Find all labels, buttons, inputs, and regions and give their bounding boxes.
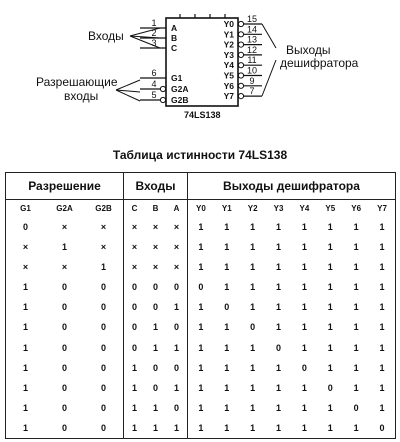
enable-cell: 0 [22,222,28,232]
table-row [124,297,187,317]
output-cell: 1 [276,382,282,393]
output-cell: 1 [198,222,204,232]
output-cell: 1 [276,362,282,373]
input-cell: 1 [152,422,158,433]
output-cell: 1 [250,282,256,293]
table-row [6,217,123,237]
enable-cell: 0 [100,302,106,313]
table-row [188,297,395,317]
output-cell: 1 [276,322,282,333]
output-cell: 1 [379,222,385,232]
enable-cell: 1 [61,242,67,253]
output-cell: 1 [327,362,333,373]
input-header: A [173,204,180,213]
enable-cell: 0 [100,382,106,393]
output-cell: 1 [353,422,359,433]
table-row [6,297,123,317]
input-cell: × [131,262,138,273]
input-values [124,217,188,439]
right-pin-number: 13 [246,34,258,45]
output-cell: 1 [301,242,307,253]
output-cell: 1 [327,322,333,333]
table-row [124,317,187,337]
left-pin-number: 2 [151,28,157,38]
enable-cell: × [61,262,68,273]
section-outputs: Выходы дешифратора [188,173,396,200]
inversion-bubble [238,42,243,47]
enable-header: G2B [95,204,112,213]
table-row [124,398,187,418]
output-cell: 1 [276,422,282,433]
output-cell: 1 [276,262,282,273]
input-cell: × [173,242,180,253]
output-cell: 1 [224,222,230,232]
right-pin-number: 12 [246,44,258,55]
enable-values [6,217,124,439]
enable-cell: × [22,262,29,273]
output-cell: 1 [224,262,230,273]
output-cell: 1 [224,242,230,253]
left-pin-name: C [171,43,178,53]
table-row [6,257,123,277]
table-row [124,418,187,438]
enable-cell: 1 [22,362,28,373]
right-pin-number: 7 [249,86,255,97]
enable-cell: 1 [22,402,28,413]
output-cell: 1 [224,342,230,353]
table-row [188,378,395,398]
table-row [6,237,123,257]
input-cell: 1 [173,382,179,393]
output-cell: 1 [301,342,307,353]
output-cell: 1 [353,282,359,293]
output-cell: 0 [250,322,256,333]
input-cell: × [152,242,159,253]
left-pin-name: G2A [171,84,189,94]
right-pin-name: Y7 [223,91,234,102]
output-cell: 1 [276,242,282,253]
chip-diagram [0,0,400,146]
enable-cell: 1 [22,282,28,293]
input-cell: 0 [131,322,137,333]
inversion-bubble [238,52,243,57]
table-row [6,378,123,398]
section-enable: Разрешение [6,173,124,200]
output-cell: 1 [276,302,282,313]
output-cell: 1 [198,382,204,393]
input-cell: 0 [131,342,137,353]
output-cell: 1 [250,402,256,413]
left-pin-number: 4 [151,79,157,89]
outputs-label-line1: Выходы [286,43,331,57]
input-header: B [152,204,159,213]
left-pin-number: 5 [151,90,157,100]
output-cell: 1 [327,402,333,413]
output-cell: 1 [379,342,385,353]
output-cell: 1 [301,402,307,413]
right-pin-number: 14 [246,24,258,35]
left-pin-name: B [171,33,178,43]
output-cell: 1 [327,342,333,353]
right-pin-name: Y4 [223,60,234,71]
table-row [188,418,395,438]
inversion-bubble [238,63,243,68]
output-cell: 1 [327,262,333,273]
output-cell: 1 [301,302,307,313]
output-values [188,217,396,439]
output-cell: 1 [198,362,204,373]
table-title: Таблица истинности 74LS138 [112,148,288,162]
table-row [188,237,395,257]
output-cell: 1 [327,282,333,293]
input-cell: 1 [173,342,179,353]
right-pin-name: Y2 [223,39,234,50]
output-cell: 1 [224,362,230,373]
enable-cell: 1 [22,322,28,333]
output-cell: 1 [198,322,204,333]
input-cell: × [152,262,159,273]
enable-cell: × [100,222,107,232]
enable-cell: × [61,222,68,232]
inputs-label: Входы [88,29,124,43]
enable-cell: 0 [100,342,106,353]
output-cell: 1 [198,262,204,273]
enable-cell: 0 [61,422,67,433]
inversion-bubble [238,32,243,37]
input-header: C [131,204,138,213]
output-cell: 1 [198,422,204,433]
output-cell: 1 [301,422,307,433]
table-row [124,277,187,297]
output-cell: 0 [327,382,333,393]
right-pin-number: 10 [246,65,258,76]
output-cell: 1 [276,222,282,232]
enable-cell: 0 [61,302,67,313]
input-cell: 0 [131,302,137,313]
enable-cell: 1 [22,382,28,393]
table-row [6,398,123,418]
output-cell: 1 [224,322,230,333]
input-cell: 1 [173,422,179,433]
input-cell: 0 [152,282,158,293]
input-cell: 1 [131,362,137,373]
input-cell: 0 [173,322,179,333]
output-cell: 1 [327,242,333,253]
table-row [188,358,395,378]
right-pin-name: Y1 [223,29,234,40]
output-cell: 0 [353,402,359,413]
output-header: Y4 [299,204,310,213]
input-cell: 1 [152,402,158,413]
input-cell: 0 [131,282,137,293]
right-pin-name: Y5 [223,70,234,81]
output-cell: 1 [250,222,256,232]
output-cell: 0 [198,282,204,293]
output-header: Y0 [196,204,206,213]
table-row [188,277,395,297]
input-cell: × [131,242,138,253]
input-cell: 0 [173,282,179,293]
inversion-bubble [238,94,243,99]
output-cell: 1 [327,222,333,232]
enable-cell: 0 [100,402,106,413]
right-pin-number: 11 [247,55,257,66]
right-pin-name: Y3 [223,49,234,60]
output-cell: 0 [301,362,307,373]
table-row [124,237,187,257]
output-cell: 1 [301,262,307,273]
output-cell: 0 [379,422,385,433]
output-cell: 1 [224,382,230,393]
output-cell: 1 [276,282,282,293]
table-row [188,398,395,418]
output-cell: 1 [353,262,359,273]
table-row [6,338,123,358]
input-cell: × [131,222,138,232]
output-header: Y7 [377,204,387,213]
input-cell: × [173,222,180,232]
output-cell: 1 [250,302,256,313]
enable-header: G1 [20,204,31,213]
output-cell: 1 [379,362,385,373]
table-row [188,317,395,337]
enable-cell: 0 [100,362,106,373]
input-cell: 1 [131,382,137,393]
part-number: 74LS138 [184,110,221,120]
enable-cell: 0 [100,282,106,293]
input-cell: 1 [152,342,158,353]
output-header: Y2 [247,204,258,213]
output-cell: 1 [379,402,385,413]
output-cell: 1 [198,342,204,353]
table-row [188,257,395,277]
output-cell: 1 [250,362,256,373]
enable-header: G2A [56,204,73,213]
enable-cell: × [100,242,107,253]
left-pin-name: G2B [171,95,189,105]
table-row [124,338,187,358]
output-cell: 1 [198,402,204,413]
input-cell: 0 [152,382,158,393]
input-cell: 1 [131,422,137,433]
left-pin-number: 3 [151,38,157,48]
input-cell: × [173,262,180,273]
right-pin-name: Y6 [223,80,234,91]
output-cell: 1 [379,242,385,253]
enable-cell: 0 [61,322,67,333]
output-header: Y1 [221,204,232,213]
enable-cell: 0 [61,362,67,373]
section-inputs: Входы [124,173,188,200]
table-row [6,277,123,297]
table-row [188,338,395,358]
output-cell: 1 [301,382,307,393]
input-cell: 0 [152,302,158,313]
truth-table [5,172,396,439]
output-cell: 1 [224,402,230,413]
input-cell: 0 [152,362,158,373]
output-cell: 1 [198,242,204,253]
output-cell: 1 [353,302,359,313]
input-headers [124,200,188,218]
inversion-bubble [238,73,243,78]
output-cell: 0 [276,342,282,353]
enable-cell: 1 [22,342,28,353]
table-row [6,317,123,337]
left-pin-number: 6 [151,68,157,78]
right-pin-number: 9 [249,75,255,86]
input-cell: × [152,222,159,232]
left-pin-name: A [171,23,178,33]
output-cell: 1 [379,322,385,333]
output-cell: 1 [353,242,359,253]
table-row [6,418,123,438]
output-cell: 1 [353,362,359,373]
output-cell: 1 [353,322,359,333]
left-pin-name: G1 [171,73,183,83]
output-cell: 1 [379,382,385,393]
inversion-bubble [160,97,165,102]
enable-cell: 1 [22,422,28,433]
enable-cell: 0 [61,282,67,293]
left-pin-number: 1 [151,18,157,28]
output-headers [188,200,396,218]
input-cell: 0 [173,402,179,413]
inversion-bubble [160,86,165,91]
table-row [124,378,187,398]
input-cell: 0 [173,362,179,373]
output-cell: 1 [250,262,256,273]
input-cell: 1 [152,322,158,333]
output-header: Y6 [351,204,362,213]
enable-cell: 1 [100,262,106,273]
enable-cell: 0 [100,322,106,333]
input-cell: 1 [131,402,137,413]
inversion-bubble [238,21,243,26]
output-cell: 1 [379,282,385,293]
output-cell: 1 [327,302,333,313]
output-cell: 1 [250,342,256,353]
enable-headers [6,200,124,218]
output-cell: 1 [224,282,230,293]
output-cell: 1 [198,302,204,313]
output-cell: 1 [379,262,385,273]
output-header: Y5 [325,204,336,213]
enable-cell: × [22,242,29,253]
output-cell: 1 [276,402,282,413]
output-cell: 1 [250,242,256,253]
output-cell: 1 [250,422,256,433]
inversion-bubble [238,83,243,88]
output-cell: 1 [301,222,307,232]
right-pin-number: 15 [246,14,258,24]
enable-cell: 0 [61,382,67,393]
output-cell: 0 [224,302,230,313]
output-cell: 1 [301,282,307,293]
output-cell: 1 [353,222,359,232]
output-cell: 1 [353,342,359,353]
table-row [124,217,187,237]
enable-cell: 0 [61,342,67,353]
input-cell: 1 [173,302,179,313]
output-cell: 1 [224,422,230,433]
output-cell: 1 [379,302,385,313]
table-row [6,358,123,378]
enable-cell: 0 [61,402,67,413]
enable-label-line2: входы [64,89,99,103]
output-cell: 1 [353,382,359,393]
output-cell: 1 [250,382,256,393]
enable-cell: 0 [100,422,106,433]
enable-cell: 1 [22,302,28,313]
output-header: Y3 [273,204,284,213]
table-row [124,358,187,378]
table-row [124,257,187,277]
output-cell: 1 [327,422,333,433]
outputs-label-line2: дешифратора [280,56,359,70]
table-row [188,217,395,237]
enable-label-line1: Разрешающие [36,75,118,89]
output-cell: 1 [301,322,307,333]
right-pin-name: Y0 [223,19,234,29]
